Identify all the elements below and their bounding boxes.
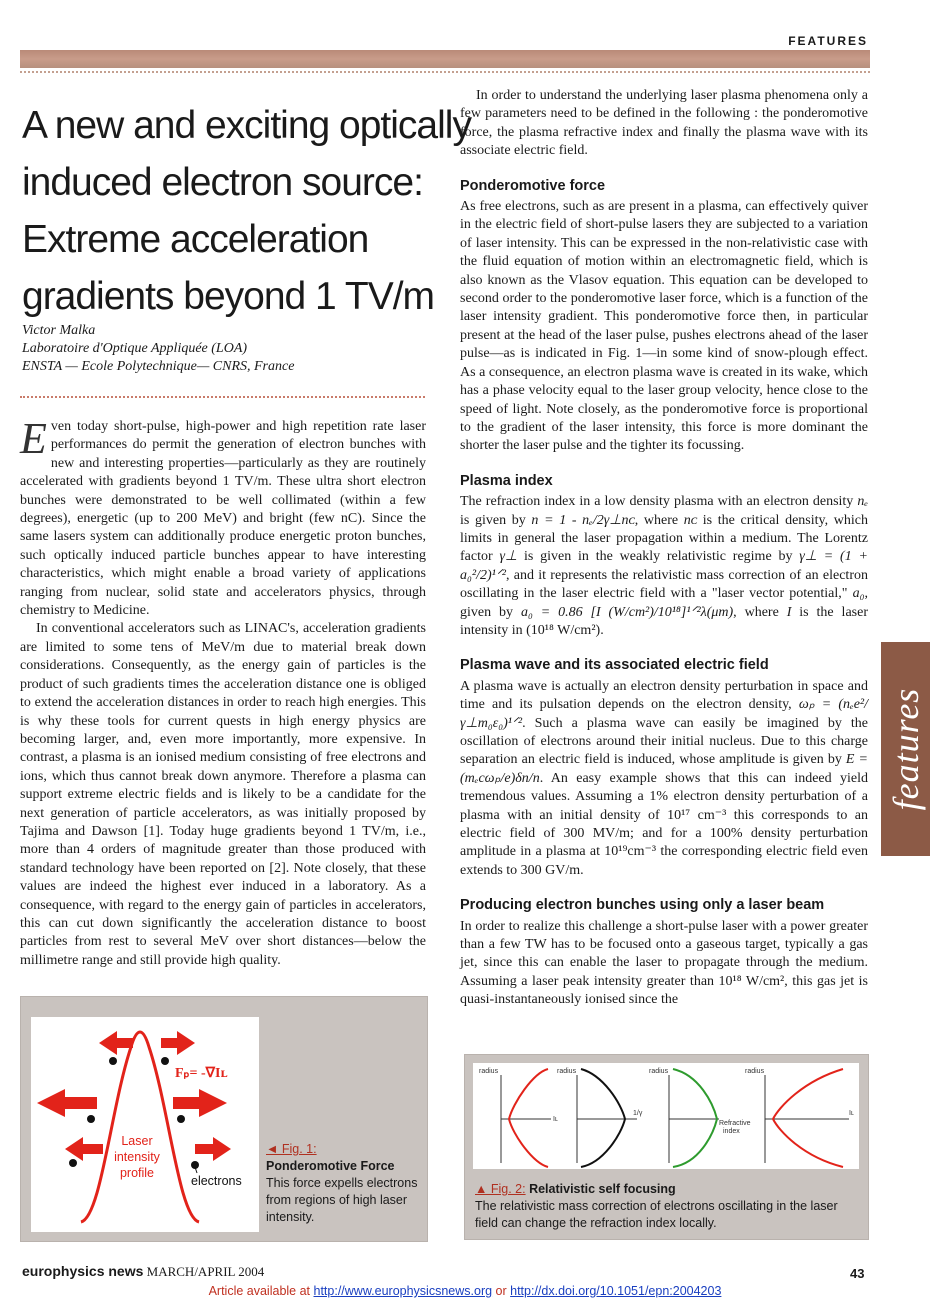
axis-label: Iʟ: [849, 1110, 854, 1117]
axis-label: radius: [745, 1068, 765, 1075]
intensity-profile-curve: [81, 1032, 199, 1222]
section-heading: Ponderomotive force: [460, 177, 606, 194]
title-line: A new and exciting optically: [22, 104, 471, 147]
text-run: , this gas jet is quasi-instantaneously ionised since the: [460, 973, 868, 1008]
paragraph: [460, 493, 868, 640]
text-run: A plasma wave is actually an electron density perturbation in space and time and its pulsation depends on the electron density,: [460, 678, 868, 713]
text-run: , where: [733, 604, 787, 620]
profile-label: Laser: [121, 1134, 153, 1148]
electron-dot: [109, 1057, 117, 1065]
axis-label: 1/γ: [633, 1110, 643, 1117]
paragraph: In conventional accelerators such as LINAC's, acceleration gradients are limited to some tens of MeV/m due to material break down considerations. Consequently, as the energy gain of particles is the product of such gradients times the acceleration distance one is obliged to extend the acceleration distances in order to reach high energies. This is why these tools for current quests in high energy physics are becoming larger, and, even more importantly, more expensive. In contrast, a plasma is an ionised medium consisting of free electrons and ions, which thus cannot break down anymore. Therefore a plasma can support extreme electric fields and is likely to be a candidate for the next generation of particle accelerators, as was initially proposed by Tajima and Dawson [1]. Today huge gradients beyond 1 TV/m, i.e., more than 4 orders of magnitude greater than those produced with standard technology have been reported on [2]. Note closely, that these values are indeed the highest ever induced in a laboratory. As a consequence, with regard to the energy gain of particles in accelerators, this can cut down significantly the acceleration distance to boost particles from rest to several MeV over short distances—below the millimetre range and still provide high quality.: [20, 621, 426, 968]
byline-divider: [20, 396, 425, 398]
text-run: is the critical density, which limits in general the laser propagation within a medium. The Lorentz factor: [460, 512, 868, 565]
paragraph: [460, 918, 868, 1010]
text-run: . Such a plasma wave can easily be imagined by the oscillation of electrons around their initial nucleus. Due to this charge separation an electric field is induced, whose amplitude is given by: [460, 715, 868, 768]
math-inline: a₀: [852, 586, 865, 602]
side-tab: [881, 642, 930, 856]
arrow-right-icon: [173, 1089, 227, 1117]
section-heading: Producing electron bunches using only a laser beam: [460, 897, 825, 914]
text-run: is given in the weakly relativistic regime by: [517, 549, 800, 565]
ponderomotive-diagram: [31, 1017, 259, 1232]
axis-label: Iʟ: [553, 1116, 558, 1123]
section-heading: Plasma index: [460, 472, 553, 489]
figure-1-body: This force expells electrons from regions of high laser intensity.: [266, 1176, 418, 1224]
text-run: is the laser intensity in: [460, 604, 868, 638]
arrow-left-icon: [37, 1089, 97, 1117]
figure-2-caption: [475, 1181, 860, 1232]
arrow-right-icon: [195, 1137, 231, 1161]
title-line: induced electron source:: [22, 161, 423, 204]
text-run: , given by: [460, 586, 868, 620]
math-inline: nₑ: [857, 494, 868, 510]
link-separator: or: [492, 1284, 511, 1298]
refractive-index-curve: [673, 1069, 717, 1167]
text-run: .: [600, 622, 604, 638]
text-run: , where: [634, 512, 684, 528]
text-run: , and it represents the relativistic mass correction of an electron oscillating in the laser electric field with a "laser vector potential,": [460, 567, 868, 602]
math-inline: n = 1 - nₑ/2γ⊥nᴄ: [531, 512, 635, 528]
math-inline: γ⊥ = (1 + a₀²/2)¹ᐟ²: [460, 549, 868, 583]
author-affiliation: Laboratoire d'Optique Appliquée (LOA): [22, 341, 248, 356]
title-line: gradients beyond 1 TV/m: [22, 275, 435, 318]
paragraph: [20, 414, 426, 620]
text-run: is given by: [460, 512, 532, 528]
force-formula-label: Fₚ= -∇Iʟ: [175, 1066, 228, 1081]
self-focusing-diagram: [473, 1063, 859, 1169]
article-availability: [0, 1284, 930, 1298]
paragraph: As free electrons, such as are present in a plasma, can effectively quiver in the electric field of short-pulse lasers they are subjected to a variation of laser intensity. This can be expressed in the non-relativistic case with the fluid equation of motion within an electromagnetic field, which is also known as the Vlasov equation. This equation can be developed to second order to the ponderomotive laser force, which is a function of the laser intensity gradient. This ponderomotive force then, in particular present at the head of the laser pulse, pushes electrons ahead of the laser pulse—as is indicated in Fig. 1—in some kind of snow-plough effect. As a consequence, an electron plasma wave is created in its wake, which has a phase velocity equal to the laser group velocity, hence close to the speed of light. Note closely, as the ponderomotive force is proportional to the gradient of the laser intensity, this force is more dominant the shorter the laser pulse and the tighter its focussing.: [460, 199, 868, 454]
page-number: 43: [850, 1266, 865, 1281]
europhysicsnews-link[interactable]: http://www.europhysicsnews.org: [313, 1284, 493, 1298]
electron-dot: [87, 1115, 95, 1123]
axis-label: radius: [557, 1068, 577, 1075]
arrow-right-icon: [161, 1031, 195, 1055]
focused-intensity-curve: [773, 1069, 843, 1167]
panel-3: [649, 1068, 751, 1167]
arrow-left-icon: [65, 1137, 103, 1161]
text-run: the corresponding electric field even extends to 300 GV/m.: [460, 844, 868, 878]
author-institutions: ENSTA — Ecole Polytechnique— CNRS, France: [22, 359, 295, 374]
text-run: this corresponds to an electric field of 300 MV/m; and for a 100% density perturbation amplitude in a plasma at: [460, 807, 868, 860]
panel-4: [745, 1068, 854, 1167]
figure-1-caption: [266, 1141, 418, 1226]
electron-dot: [177, 1115, 185, 1123]
figure-2-body: The relativistic mass correction of electrons oscillating in the laser field can change the refraction index locally.: [475, 1199, 838, 1230]
math-inline: a₀ = 0.86 [I (W/cm²)/10¹⁸]¹ᐟ²λ(μm): [520, 604, 734, 620]
math-inline: ωₚ = (nₑe²/γ⊥m₀ε₀)¹ᐟ²: [460, 697, 869, 731]
header-bar: [20, 50, 870, 68]
math-inline: 10¹⁷ cm⁻³: [667, 807, 727, 823]
arrow-left-icon: [99, 1031, 133, 1055]
electrons-label: electrons: [191, 1174, 242, 1188]
profile-label: intensity: [114, 1150, 160, 1164]
title-line: Extreme acceleration: [22, 218, 369, 261]
panel-1: [479, 1068, 558, 1167]
math-inline: 10¹⁸ W/cm²: [718, 973, 785, 989]
intensity-curve: [509, 1069, 548, 1167]
author-name: Victor Malka: [22, 323, 96, 338]
side-tab-label: features: [885, 687, 926, 811]
journal-name: europhysics news: [22, 1263, 144, 1279]
figure-1-link[interactable]: ◄ Fig. 1:: [266, 1142, 317, 1156]
figure-1: [20, 996, 428, 1242]
figure-1-title: Ponderomotive Force: [266, 1159, 395, 1173]
drop-cap: E: [20, 414, 47, 463]
link-prefix: Article available at: [208, 1284, 314, 1298]
electron-dot: [69, 1159, 77, 1167]
panel-2: [557, 1068, 643, 1167]
gamma-curve: [581, 1069, 625, 1167]
doi-link[interactable]: http://dx.doi.org/10.1051/epn:2004203: [510, 1284, 722, 1298]
byline: [22, 322, 442, 376]
journal-issue: MARCH/APRIL 2004: [146, 1264, 265, 1279]
math-inline: 10¹⁹cm⁻³: [604, 844, 657, 860]
axis-label: Refractive: [719, 1120, 751, 1127]
paragraph-text: ven today short-pulse, high-power and high repetition rate laser performances do permit the generation of electron bunches with new and interesting properties—particularly as they are routinely accelerated with gradients beyond 1 TV/m. These ultra short electron bunches were demonstrated to be well collimated (within a few degrees), energetic (up to 200 MeV) and bright (few nC). Since the same lasers system can additionally produce energetic proton bunches, such optically induced particle bunches appear to have interesting characteristics, which might enable a broad variety of applications ranging from nuclear, solid state and accelerators physics, through chemistry to Medicine.: [20, 419, 426, 619]
electron-dot: [161, 1057, 169, 1065]
math-inline: (10¹⁸ W/cm²): [526, 622, 601, 638]
text-run: The refraction index in a low density plasma with an electron density: [460, 494, 858, 510]
axis-label: radius: [649, 1068, 669, 1075]
figure-2-diagram: [473, 1063, 859, 1169]
section-heading: Plasma wave and its associated electric field: [460, 657, 769, 674]
math-inline: γ⊥: [499, 549, 518, 565]
axis-label: radius: [479, 1068, 499, 1075]
profile-label: profile: [119, 1166, 155, 1180]
left-column: [20, 414, 426, 970]
article-title: [22, 97, 471, 325]
math-inline: nᴄ: [683, 512, 698, 528]
text-run: . An easy example shows that this can indeed yield tremendous values. Assuming a 1% electron density perturbation of a plasma with an initial density of: [460, 770, 868, 823]
footer-journal: [22, 1263, 264, 1280]
paragraph: In order to understand the underlying laser plasma phenomena only a few parameters need to be defined in the following : the ponderomotive force, the plasma refractive index and finally the plasma wave with its associate electric field.: [460, 88, 868, 159]
figure-2-title: Relativistic self focusing: [529, 1182, 676, 1196]
axis-label: index: [723, 1128, 740, 1135]
math-inline: E = (mₑcωₚ/e)δn/n: [460, 752, 868, 786]
figure-2-link[interactable]: ▲ Fig. 2:: [475, 1182, 526, 1196]
figure-1-diagram: [31, 1017, 259, 1232]
figure-2: [464, 1054, 869, 1240]
right-column: [460, 87, 868, 1010]
text-run: In order to realize this challenge a short-pulse laser with a power greater than a few TW has to be focused onto a gaseous target, typically a gas jet, since this can enable the laser to propagate through the medium. Assuming a laser peak intensity greater than: [460, 918, 868, 989]
paragraph: [460, 678, 868, 880]
math-inline: I: [786, 604, 792, 620]
header-divider: [20, 71, 870, 73]
section-label: FEATURES: [788, 34, 868, 48]
